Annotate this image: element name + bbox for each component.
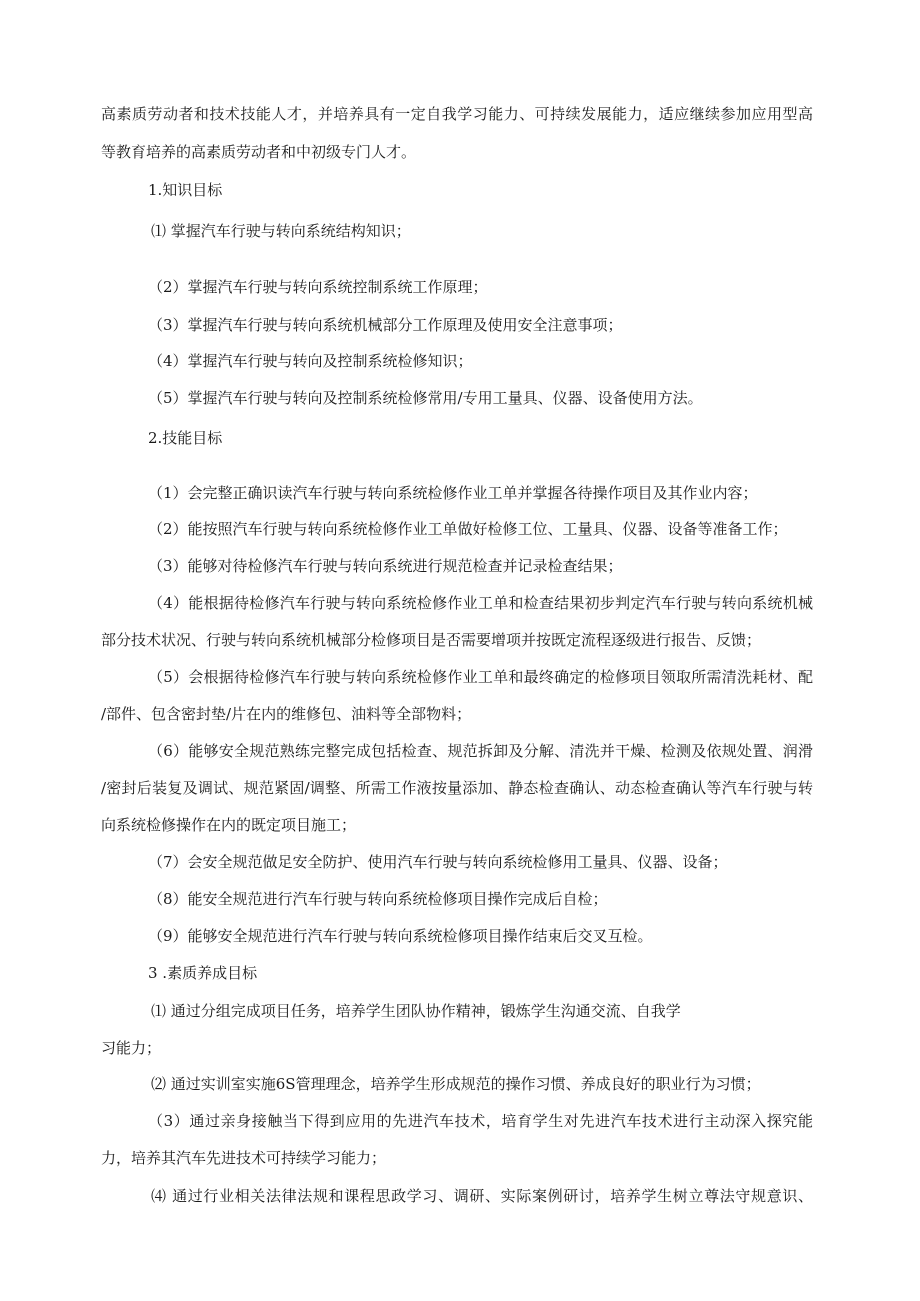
list-item: （4）能根据待检修汽车行驶与转向系统检修作业工单和检查结果初步判定汽车行驶与转向系统机械	[148, 594, 813, 612]
section-heading-knowledge: 1.知识目标	[148, 181, 223, 199]
list-item: （9）能够安全规范进行汽车行驶与转向系统检修项目操作结束后交叉互检。	[148, 927, 653, 945]
list-item: （6）能够安全规范熟练完整完成包括检查、规范拆卸及分解、清洗并干燥、检测及依规处置、润滑	[148, 742, 813, 760]
list-item-continued: 习能力；	[101, 1039, 162, 1057]
list-item-continued: /密封后装复及调试、规范紧固/调整、所需工作液按量添加、静态检查确认、动态检查确认等汽车行驶与转	[101, 779, 813, 797]
list-item: （3）能够对待检修汽车行驶与转向系统进行规范检查并记录检查结果；	[148, 557, 623, 575]
list-item: （2）掌握汽车行驶与转向系统控制系统工作原理；	[148, 278, 488, 296]
list-item: ⑴ 掌握汽车行驶与转向系统结构知识；	[151, 222, 411, 240]
list-item-continued: 部分技术状况、行驶与转向系统机械部分检修项目是否需要增项并按既定流程逐级进行报告、反馈；	[101, 631, 762, 649]
list-item: ⑷ 通过行业相关法律法规和课程思政学习、调研、实际案例研讨，培养学生树立尊法守规意识、	[151, 1187, 813, 1205]
list-item: （5）会根据待检修汽车行驶与转向系统检修作业工单和最终确定的检修项目领取所需清洗耗材、配	[148, 668, 813, 686]
list-item: （2）能按照汽车行驶与转向系统检修作业工单做好检修工位、工量具、仪器、设备等准备工作；	[148, 520, 788, 538]
list-item: （3）通过亲身接触当下得到应用的先进汽车技术，培育学生对先进汽车技术进行主动深入探究能	[148, 1112, 813, 1130]
list-item: （7）会安全规范做足安全防护、使用汽车行驶与转向系统检修用工量具、仪器、设备；	[148, 853, 728, 871]
list-item: ⑴ 通过分组完成项目任务，培养学生团队协作精神，锻炼学生沟通交流、自我学	[151, 1002, 681, 1020]
list-item: （5）掌握汽车行驶与转向及控制系统检修常用/专用工量具、仪器、设备使用方法。	[148, 389, 703, 407]
paragraph-line: 等教育培养的高素质劳动者和中初级专门人才。	[101, 143, 417, 161]
paragraph-line: 高素质劳动者和技术技能人才，并培养具有一定自我学习能力、可持续发展能力，适应继续参加应用型高	[101, 105, 813, 123]
section-heading-qualities: 3 .素质养成目标	[148, 964, 258, 982]
list-item: ⑵ 通过实训室实施6S管理理念，培养学生形成规范的操作习惯、养成良好的职业行为习惯；	[151, 1075, 761, 1093]
list-item: （4）掌握汽车行驶与转向及控制系统检修知识；	[148, 352, 473, 370]
list-item-continued: 向系统检修操作在内的既定项目施工；	[101, 816, 357, 834]
list-item: （1）会完整正确识读汽车行驶与转向系统检修作业工单并掌握各待操作项目及其作业内容；	[148, 484, 758, 502]
section-heading-skills: 2.技能目标	[148, 429, 223, 447]
list-item-continued: /部件、包含密封垫/片在内的维修包、油料等全部物料；	[101, 705, 472, 723]
list-item: （8）能安全规范进行汽车行驶与转向系统检修项目操作完成后自检；	[148, 890, 608, 908]
list-item-continued: 力，培养其汽车先进技术可持续学习能力；	[101, 1149, 387, 1167]
list-item: （3）掌握汽车行驶与转向系统机械部分工作原理及使用安全注意事项；	[148, 316, 623, 334]
